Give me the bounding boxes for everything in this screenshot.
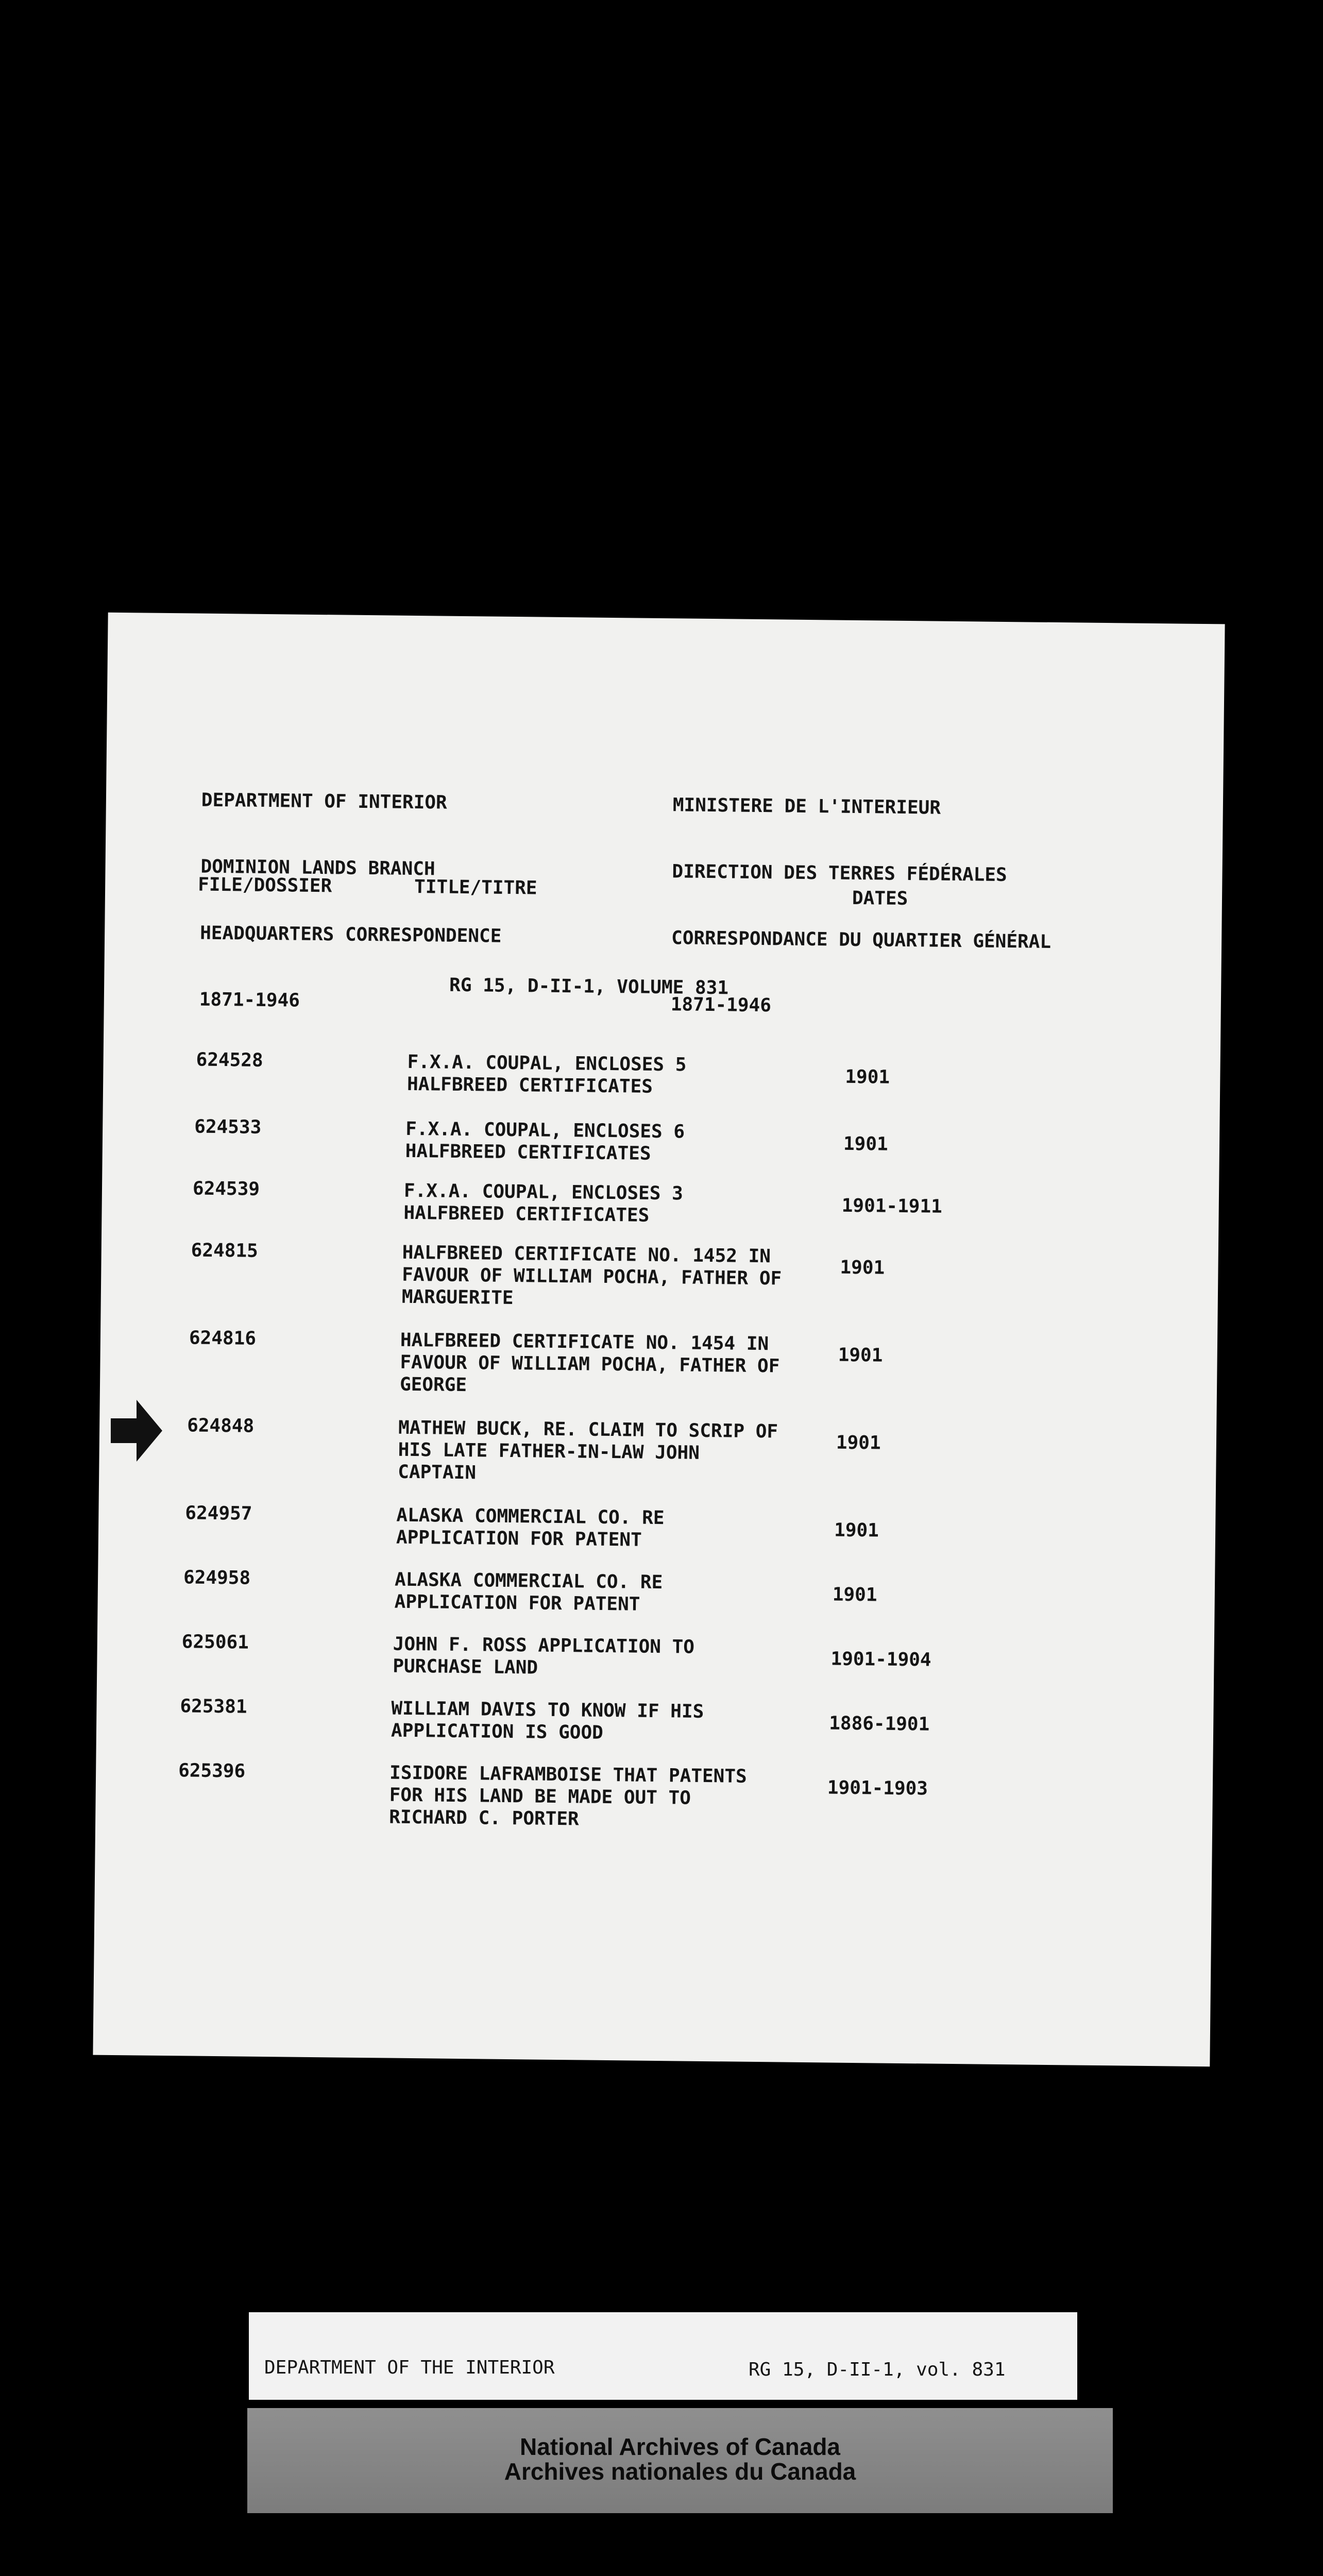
entry-title-line: MATHEW BUCK, RE. CLAIM TO SCRIP OF (398, 1417, 778, 1443)
entry-title (405, 1118, 685, 1165)
table-row (96, 1759, 1213, 1830)
table-row (103, 1115, 1220, 1164)
entry-dates: 1901 (843, 1133, 888, 1155)
entry-title-line: HALFBREED CERTIFICATES (405, 1140, 651, 1164)
entry-title (403, 1180, 683, 1227)
entry-title-line: FAVOUR OF WILLIAM POCHA, FATHER OF (400, 1351, 780, 1377)
header-english (199, 745, 503, 1058)
entry-title-line: CAPTAIN (398, 1461, 477, 1484)
table-row (97, 1630, 1214, 1679)
header-fr-line: 1871-1946 (670, 994, 772, 1016)
file-number: 624848 (186, 1415, 255, 1437)
file-number: 624816 (189, 1327, 257, 1349)
entry-dates: 1901-1911 (841, 1195, 943, 1217)
entry-title (389, 1762, 747, 1832)
entry-title-line: HALFBREED CERTIFICATES (403, 1202, 650, 1226)
header-fr-line: CORRESPONDANCE DU QUARTIER GÉNÉRAL (671, 927, 1051, 953)
entry-title-line: F.X.A. COUPAL, ENCLOSES 3 (403, 1180, 684, 1205)
entry-title (398, 1417, 778, 1487)
entry-title-line: F.X.A. COUPAL, ENCLOSES 6 (405, 1118, 685, 1143)
entry-dates: 1901-1904 (830, 1648, 931, 1671)
entry-title-line: ALASKA COMMERCIAL CO. RE (394, 1569, 663, 1594)
entry-title-line: MARGUERITE (401, 1286, 514, 1309)
entry-title (400, 1329, 780, 1400)
entry-title-line: HALFBREED CERTIFICATE NO. 1452 IN (402, 1242, 771, 1267)
file-number: 625061 (181, 1631, 249, 1653)
archives-banner (247, 2408, 1113, 2513)
entry-title (402, 1242, 782, 1312)
entry-title-line: HALFBREED CERTIFICATE NO. 1454 IN (400, 1329, 769, 1355)
table-row (99, 1501, 1216, 1551)
volume-heading: RG 15, D-II-1, VOLUME 831 (449, 974, 729, 999)
entry-dates: 1886-1901 (829, 1713, 930, 1735)
entry-title-line: PURCHASE LAND (393, 1655, 538, 1679)
header-fr-line: MINISTERE DE L'INTERIEUR (672, 794, 941, 819)
entry-dates: 1901 (840, 1257, 885, 1279)
entry-title-line: FAVOUR OF WILLIAM POCHA, FATHER OF (402, 1264, 782, 1290)
label-right-line: RG 15, D-II-1, vol. 831 (749, 2359, 1006, 2380)
entry-title-line: APPLICATION FOR PATENT (394, 1591, 640, 1615)
table-row (99, 1414, 1216, 1484)
entry-title-line: HALFBREED CERTIFICATES (406, 1073, 653, 1097)
entry-title (391, 1698, 704, 1745)
header-en-line: DEPARTMENT OF INTERIOR (201, 789, 447, 814)
entry-title-line: GEORGE (399, 1374, 467, 1396)
file-number: 624533 (194, 1116, 262, 1138)
archive-label-card (249, 2312, 1077, 2400)
entry-title (394, 1569, 663, 1616)
file-number: 624815 (191, 1240, 259, 1262)
entry-title-line: ALASKA COMMERCIAL CO. RE (396, 1504, 665, 1529)
entry-title-line: HIS LATE FATHER-IN-LAW JOHN (398, 1439, 700, 1464)
document-page (93, 613, 1225, 2067)
banner-line-fr: Archives nationales du Canada (504, 2458, 856, 2485)
file-number: 624539 (192, 1178, 260, 1200)
entry-title-line: APPLICATION FOR PATENT (396, 1527, 642, 1551)
entry-title-line: JOHN F. ROSS APPLICATION TO (393, 1633, 695, 1658)
entry-dates: 1901 (845, 1066, 890, 1088)
pointer-arrow-icon (111, 1400, 162, 1462)
file-number: 625381 (180, 1696, 247, 1718)
entry-dates: 1901 (834, 1519, 879, 1541)
entry-title (396, 1504, 665, 1551)
table-row (97, 1694, 1214, 1743)
entry-title (393, 1633, 694, 1681)
table-row (102, 1177, 1219, 1226)
column-header-file: FILE/DOSSIER (197, 874, 332, 897)
file-number: 624958 (183, 1567, 251, 1589)
table-row (100, 1326, 1217, 1396)
file-number: 625396 (178, 1760, 246, 1782)
entry-title-line: FOR HIS LAND BE MADE OUT TO (389, 1784, 691, 1809)
file-number: 624957 (185, 1502, 252, 1524)
entry-title-line: ISIDORE LAFRAMBOISE THAT PATENTS (389, 1762, 747, 1787)
file-number: 624528 (196, 1049, 263, 1071)
banner-line-en: National Archives of Canada (519, 2433, 840, 2460)
entry-dates: 1901 (836, 1432, 881, 1454)
column-header-title: TITLE/TITRE (414, 876, 537, 899)
entry-title-line: F.X.A. COUPAL, ENCLOSES 5 (407, 1051, 687, 1076)
header-en-line: DOMINION LANDS BRANCH (200, 856, 435, 880)
entry-title-line: WILLIAM DAVIS TO KNOW IF HIS (391, 1698, 704, 1722)
entry-dates: 1901-1903 (827, 1777, 928, 1800)
entry-title-line: RICHARD C. PORTER (389, 1806, 579, 1830)
column-header-dates: DATES (852, 887, 908, 910)
table-row (98, 1566, 1215, 1615)
label-left-line: DEPARTMENT OF THE INTERIOR (264, 2357, 555, 2378)
entry-title-line: APPLICATION IS GOOD (391, 1720, 604, 1743)
entry-dates: 1901 (838, 1344, 883, 1366)
entry-title (407, 1051, 687, 1098)
entry-dates: 1901 (832, 1584, 877, 1606)
header-en-line: 1871-1946 (199, 989, 300, 1011)
header-en-line: HEADQUARTERS CORRESPONDENCE (199, 922, 502, 947)
header-fr-line: DIRECTION DES TERRES FÉDÉRALES (672, 861, 1007, 886)
table-row (101, 1239, 1218, 1309)
